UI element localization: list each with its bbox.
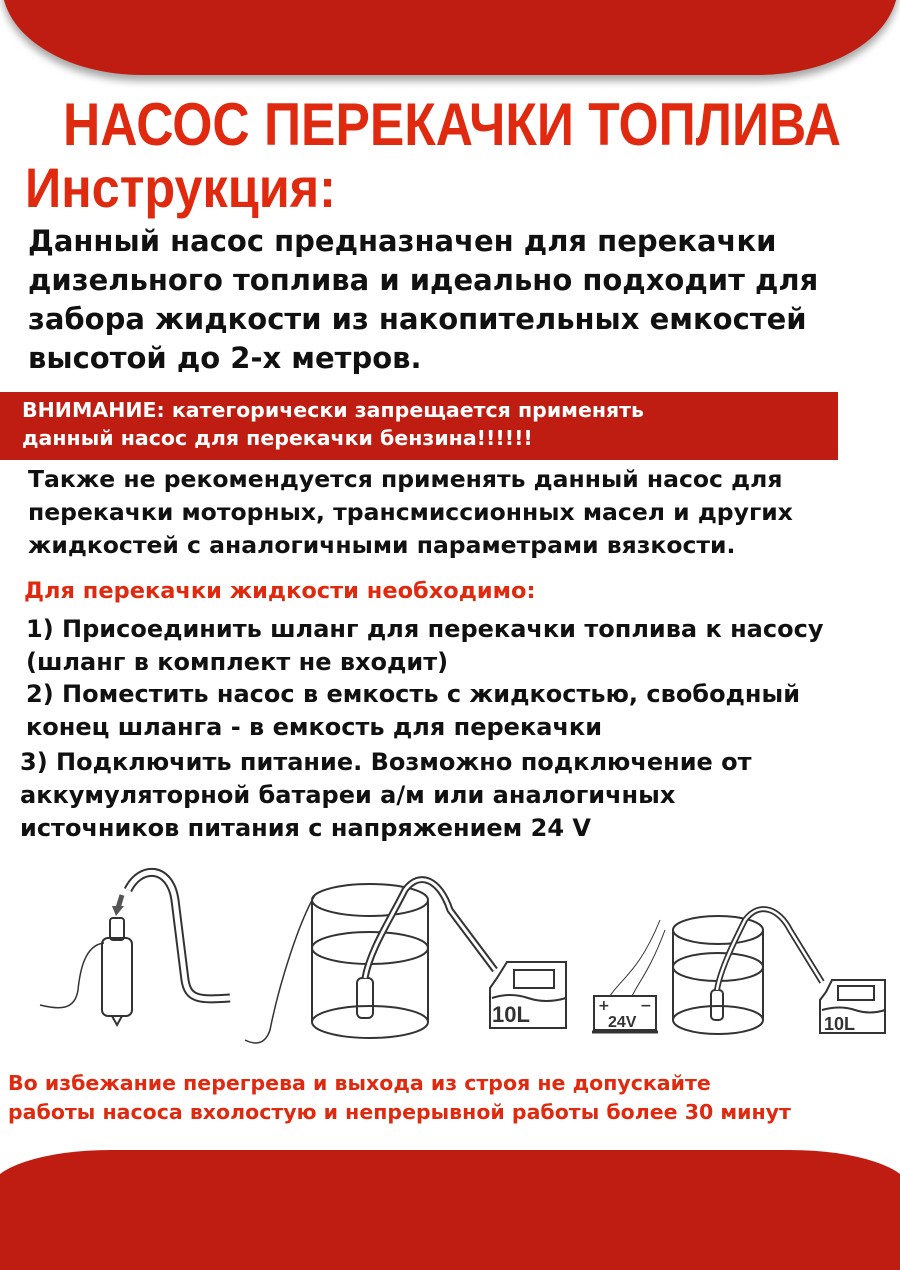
warning-line: ВНИМАНИЕ: категорически запрещается применять bbox=[22, 398, 645, 422]
step-3 bbox=[20, 746, 752, 845]
instruction-heading: Инструкция: bbox=[25, 156, 336, 219]
intro-line: высотой до 2-х метров. bbox=[28, 341, 422, 375]
step-line: 3) Подключить питание. Возможно подключение от bbox=[20, 748, 752, 776]
usage-illustration bbox=[0, 860, 900, 1060]
step-line: конец шланга - в емкость для перекачки bbox=[26, 713, 603, 741]
svg-text:+: + bbox=[598, 998, 610, 1014]
pump-hose-icon bbox=[40, 872, 230, 1025]
top-banner bbox=[2, 0, 898, 75]
svg-text:24V: 24V bbox=[608, 1014, 637, 1031]
svg-text:10L: 10L bbox=[492, 1002, 530, 1027]
step-line: источников питания с напряжением 24 V bbox=[20, 814, 591, 842]
intro-line: дизельного топлива и идеально подходит для bbox=[28, 263, 819, 297]
step-1 bbox=[26, 613, 823, 679]
battery-icon bbox=[592, 920, 665, 1032]
canister-icon bbox=[490, 962, 566, 1028]
svg-text:10L: 10L bbox=[824, 1014, 856, 1034]
bottom-banner bbox=[0, 1150, 900, 1270]
warning-bar bbox=[0, 392, 838, 460]
warning-line: данный насос для перекачки бензина!!!!!! bbox=[22, 426, 533, 450]
intro-line: забора жидкости из накопительных емкостей bbox=[28, 302, 807, 336]
step-line: 1) Присоединить шланг для перекачки топлива к насосу bbox=[26, 615, 824, 643]
intro-line: Данный насос предназначен для перекачки bbox=[28, 224, 777, 258]
footer-line: работы насоса вхолостую и непрерывной работы более 30 минут bbox=[8, 1100, 791, 1124]
step-2 bbox=[26, 678, 800, 744]
note-line: жидкостей с аналогичными параметрами вязкости. bbox=[28, 531, 736, 559]
steps-heading: Для перекачки жидкости необходимо: bbox=[24, 578, 536, 604]
intro-paragraph bbox=[28, 222, 818, 378]
step-line: 2) Поместить насос в емкость с жидкостью, свободный bbox=[26, 680, 801, 708]
tank-icon bbox=[245, 880, 495, 1043]
overheat-warning bbox=[8, 1069, 791, 1127]
svg-text:−: − bbox=[640, 998, 652, 1014]
step-line: аккумуляторной батареи а/м или аналогичных bbox=[20, 781, 676, 809]
page-title: НАСОС ПЕРЕКАЧКИ ТОПЛИВА bbox=[63, 91, 842, 158]
step-line: (шланг в комплект не входит) bbox=[26, 648, 449, 676]
canister-icon bbox=[820, 980, 885, 1034]
tank-icon bbox=[673, 909, 822, 1034]
footer-line: Во избежание перегрева и выхода из строя не допускайте bbox=[8, 1071, 711, 1095]
note-line: Также не рекомендуется применять данный насос для bbox=[28, 465, 783, 493]
note-line: перекачки моторных, трансмиссионных масел и других bbox=[28, 498, 793, 526]
note-paragraph bbox=[28, 463, 793, 562]
